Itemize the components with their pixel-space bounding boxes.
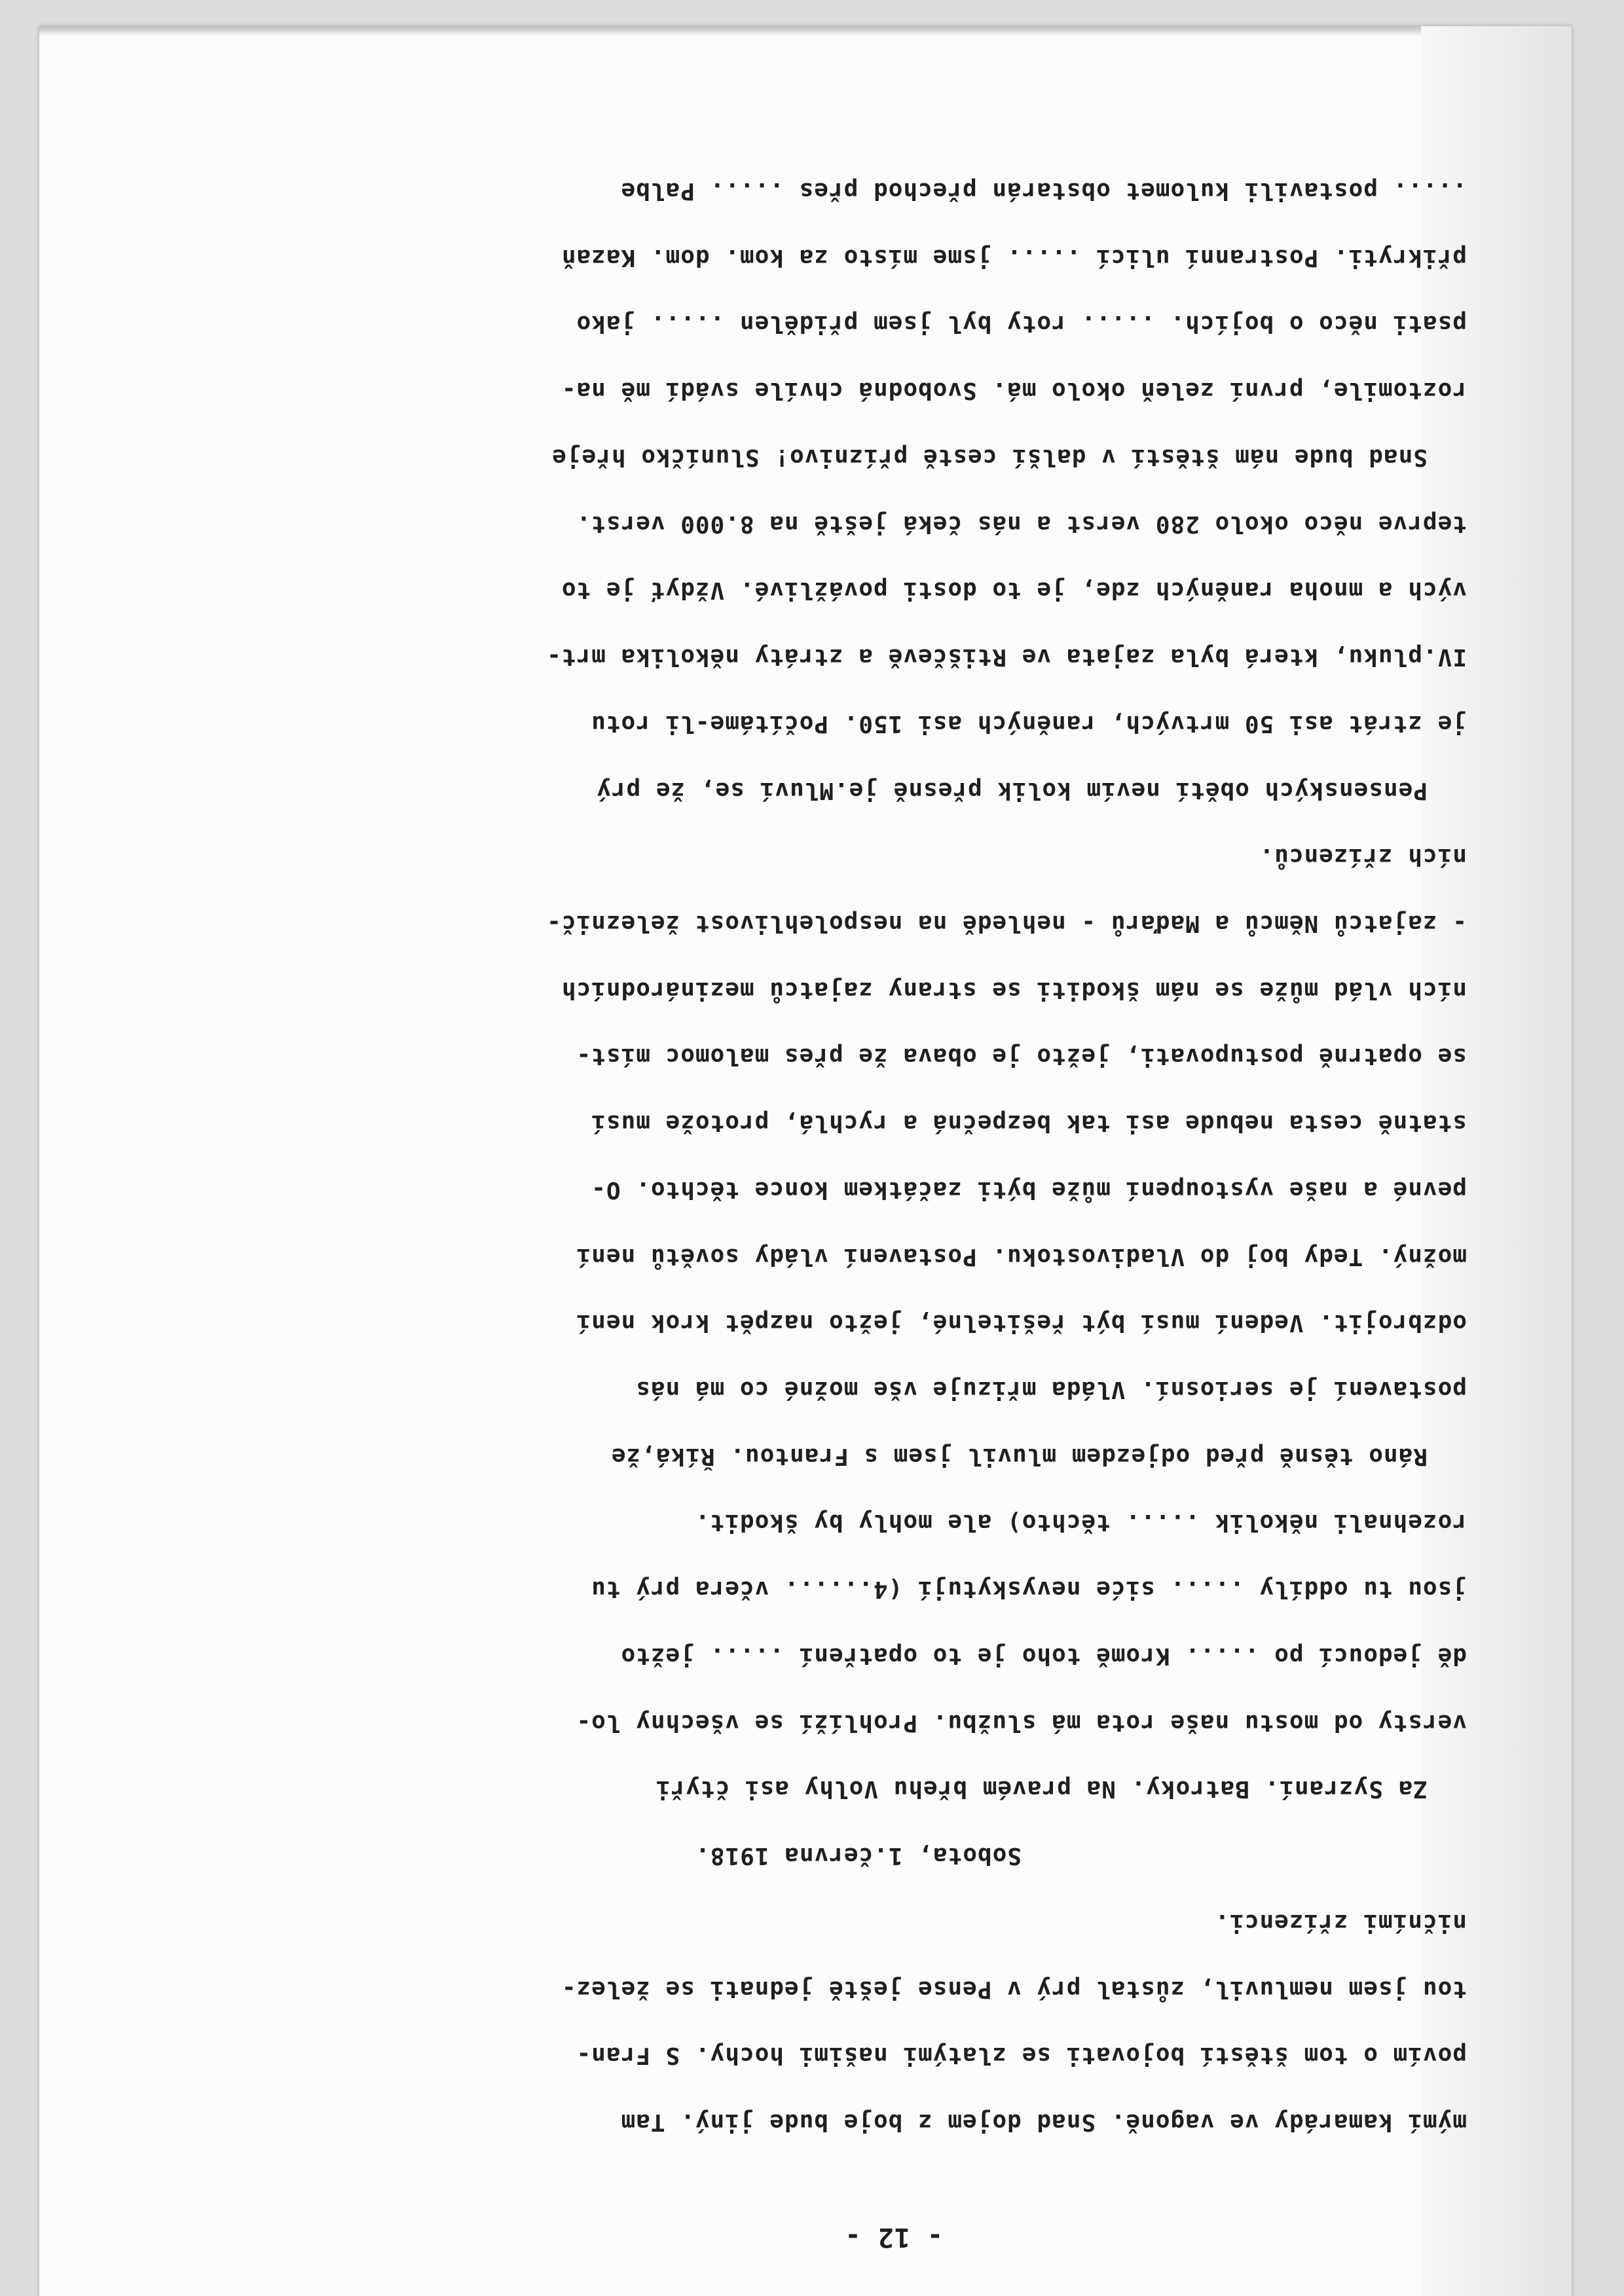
text-line: mýmí kamarády ve vagoně. Snad dojem z boje bude jiný. Tam (620, 2109, 1467, 2136)
date-heading: Sobota, 1.června 1918. (695, 1842, 1022, 1869)
text-line: Ráno těsně před odjezdem mluvil jsem s Frantou. Říká,že (610, 1443, 1428, 1470)
text-line: se opatrně postupovati, ježto je obava že přes malomoc míst- (576, 1043, 1467, 1070)
text-line: statně cesta nebude asi tak bezpečná a rychlá, protože musí (591, 1110, 1467, 1137)
text-line: je ztrát asi 50 mrtvých, raněných asi 150. Počítáme-li rotu (591, 710, 1467, 737)
text-line: postavení je seriosní. Vláda mřizuje vše možné co má nás (635, 1376, 1467, 1403)
text-line: Snad bude nám štěstí v další cestě příznivo! Sluníčko hřeje (551, 444, 1428, 471)
text-line: ních vlád může se nám škoditi se strany zajatců mezinárodních (561, 977, 1467, 1004)
text-line: ..... postavili kulomet obstarán přechod přes ..... Palbe (620, 177, 1467, 204)
text-line: rozehnali několik ..... těchto) ale mohly by škodit. (694, 1509, 1467, 1536)
text-line: tou jsem nemluvil, zůstal prý v Pense ještě jednati se želez- (561, 1976, 1467, 2003)
document-sheet (39, 26, 1572, 2296)
text-line: přikryti. Postranní ulicí ..... jsme místo za kom. dom. Kazaň (561, 244, 1467, 271)
text-line: psati něco o bojích. ..... roty byl jsem přidělen ..... jako (576, 310, 1467, 337)
text-line: IV.pluku, která byla zajata ve Rtiščevě a ztráty několika mrt- (546, 644, 1467, 670)
text-line: - zajatců Němců a Maďarů - nehledě na nespolehlivost železnič- (546, 910, 1467, 937)
text-line: povím o tom štěstí bojovati se zlatými našimi hochy. S Fran- (576, 2042, 1467, 2069)
text-line: versty od mostu naše rota má službu. Prohlíží se všechny lo- (576, 1709, 1467, 1736)
page-number: - 12 - (844, 2222, 943, 2252)
text-line: jsou tu oddíly ..... siće nevyskytují (4...... včera prý tu (591, 1576, 1467, 1603)
text-line: Pensenských obětí nevím kolik přesně je.Mluví se, že prý (596, 777, 1428, 804)
text-line: možný. Tedy boj do Vladivostoku. Postavení vlády sovětů není (576, 1243, 1467, 1270)
text-line: pevné a naše vystoupení může býti začátkem konce těchto. O- (591, 1176, 1467, 1203)
text-line: ních zřízenců. (1259, 843, 1467, 870)
text-line: odzbrojit. Vedení musí být řešitelné, ježto nazpět krok není (576, 1309, 1467, 1336)
text-line: dě jedoucí po ..... Kromě toho je to opatření ..... ježto (620, 1643, 1467, 1669)
text-line: vých a mnoha raněných zde, je to dosti povážlivé. Vždyť je to (561, 577, 1467, 604)
text-line: ničními zřízenci. (1214, 1909, 1467, 1936)
text-line: roztomile, první zeleň okolo má. Svobodná chvíle svádí mě na- (561, 377, 1467, 404)
text-line: teprve něco okolo 280 verst a nás čeká ještě na 8.000 verst. (576, 511, 1467, 538)
text-line: Za Syzraní. Batroky. Na pravém břehu Volhy asi čtyři (655, 1776, 1428, 1802)
typed-text-block (255, 157, 1467, 2252)
